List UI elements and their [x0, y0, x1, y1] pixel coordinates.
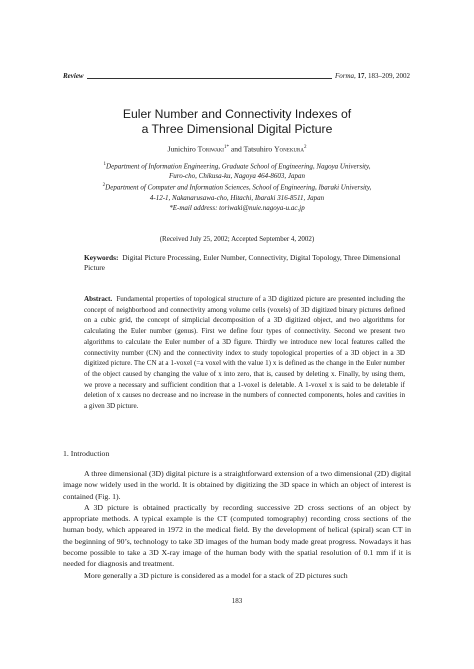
affiliation-1-mark: 1: [103, 162, 107, 167]
body-text: [63, 468, 411, 581]
author1-mark: 1*: [223, 145, 229, 150]
author1-last: Toriwaki: [197, 144, 224, 154]
email-address: *E-mail address: toriwaki@nuie.nagoya-u.ac.jp: [169, 203, 305, 212]
author2-mark: 2: [304, 145, 307, 150]
journal-name: Forma: [334, 72, 354, 80]
keywords-text: Digital Picture Processing, Euler Number, Connectivity, Digital Topology, Three Dimensional Picture: [84, 253, 401, 272]
article-type-label: Review: [63, 72, 84, 80]
paper-title: [60, 107, 414, 137]
abstract-text: Fundamental properties of topological structure of a 3D digitized picture are presented including the concept of neighborhood and connectivity among volume cells (voxels) of 3D digitized binary pictures defined on a cubic grid, the concept of simplicial decomposition of a 3D digitized object, and two algorithms for calculating the Euler number (genus). First we define four types of connectivity. Second we present two algorithms to calculate the Euler number of a 3D figure. Thirdly we introduce new local features called the connectivity number (CN) and the connectivity index to study topological properties of a 3D object in a 3D digitized picture. The CN at a 1-voxel (=a voxel with the value 1) x is defined as the change in the Euler number of the object caused by changing the value of x into zero, that is, caused by deleting x. Finally, by using them, we prove a necessary and sufficient condition that a 1-voxel is deletable. A 1-voxel x is said to be deletable if deletion of x causes no decrease and no increase in the numbers of connected components, holes and cavities in a given 3D picture.: [84, 295, 405, 411]
affiliation-1-line-1: [70, 160, 404, 171]
running-header: [63, 72, 410, 81]
title-line-1: Euler Number and Connectivity Indexes of: [122, 107, 352, 121]
keywords-block: [84, 253, 404, 273]
abstract-block: [84, 294, 405, 412]
author2-last: Yonekura: [274, 144, 305, 154]
abstract-label: Abstract.: [84, 295, 113, 303]
paragraph-2: A 3D picture is obtained practically by recording successive 2D cross sections of an object by appropriate methods. A typical example is the CT (computed tomography) recording cross sections of the human body, which appeared in 1972 in the medical field. By the development of helical (spiral) scan CT in the beginning of 90’s, technology to take 3D images of the human body made great progress. Nowadays it has become possible to take a 3D X-ray image of the human body with the spatial resolution of 0.1 mm if it is needed for diagnosis and treatment.: [63, 502, 411, 569]
journal-citation: Forma, 17, 183–209, 2002: [334, 72, 410, 80]
journal-volume: 17: [357, 72, 365, 80]
affiliation-1-text: Department of Information Engineering, Graduate School of Engineering, Nagoya University,: [106, 162, 371, 171]
section-heading: 1. Introduction: [63, 449, 110, 458]
author-list: [60, 143, 414, 155]
author1-first: Junichiro: [167, 144, 198, 154]
affiliations: [70, 160, 404, 213]
received-dates: (Received July 25, 2002; Accepted September 4, 2002): [159, 235, 315, 243]
title-line-2: a Three Dimensional Digital Picture: [141, 122, 333, 136]
author-conjunction: and Tatsuhiro: [228, 144, 275, 154]
page-number: 183: [231, 597, 243, 605]
keywords-label: Keywords:: [84, 253, 119, 262]
affiliation-2-text: Department of Computer and Information Sciences, School of Engineering, Ibaraki University,: [105, 183, 372, 192]
affiliation-1-line-2: Furo-cho, Chikusa-ku, Nagoya 464-8603, Japan: [168, 172, 306, 181]
affiliation-2-line-1: [70, 181, 404, 192]
affiliation-2-mark: 2: [102, 183, 106, 189]
header-rule: [87, 78, 332, 79]
journal-pages: , 183–209, 2002: [364, 72, 410, 80]
paragraph-1: A three dimensional (3D) digital picture is a straightforward extension of a two dimensional (2D) digital image now widely used in the world. It is obtained by digitizing the 3D space in which an object of interest is contained (Fig. 1).: [63, 469, 411, 501]
affiliation-2-line-2: 4-12-1, Nakanarusawa-cho, Hitachi, Ibaraki 316-8511, Japan: [149, 193, 325, 202]
paragraph-3: More generally a 3D picture is considered as a model for a stack of 2D pictures such: [84, 570, 348, 580]
